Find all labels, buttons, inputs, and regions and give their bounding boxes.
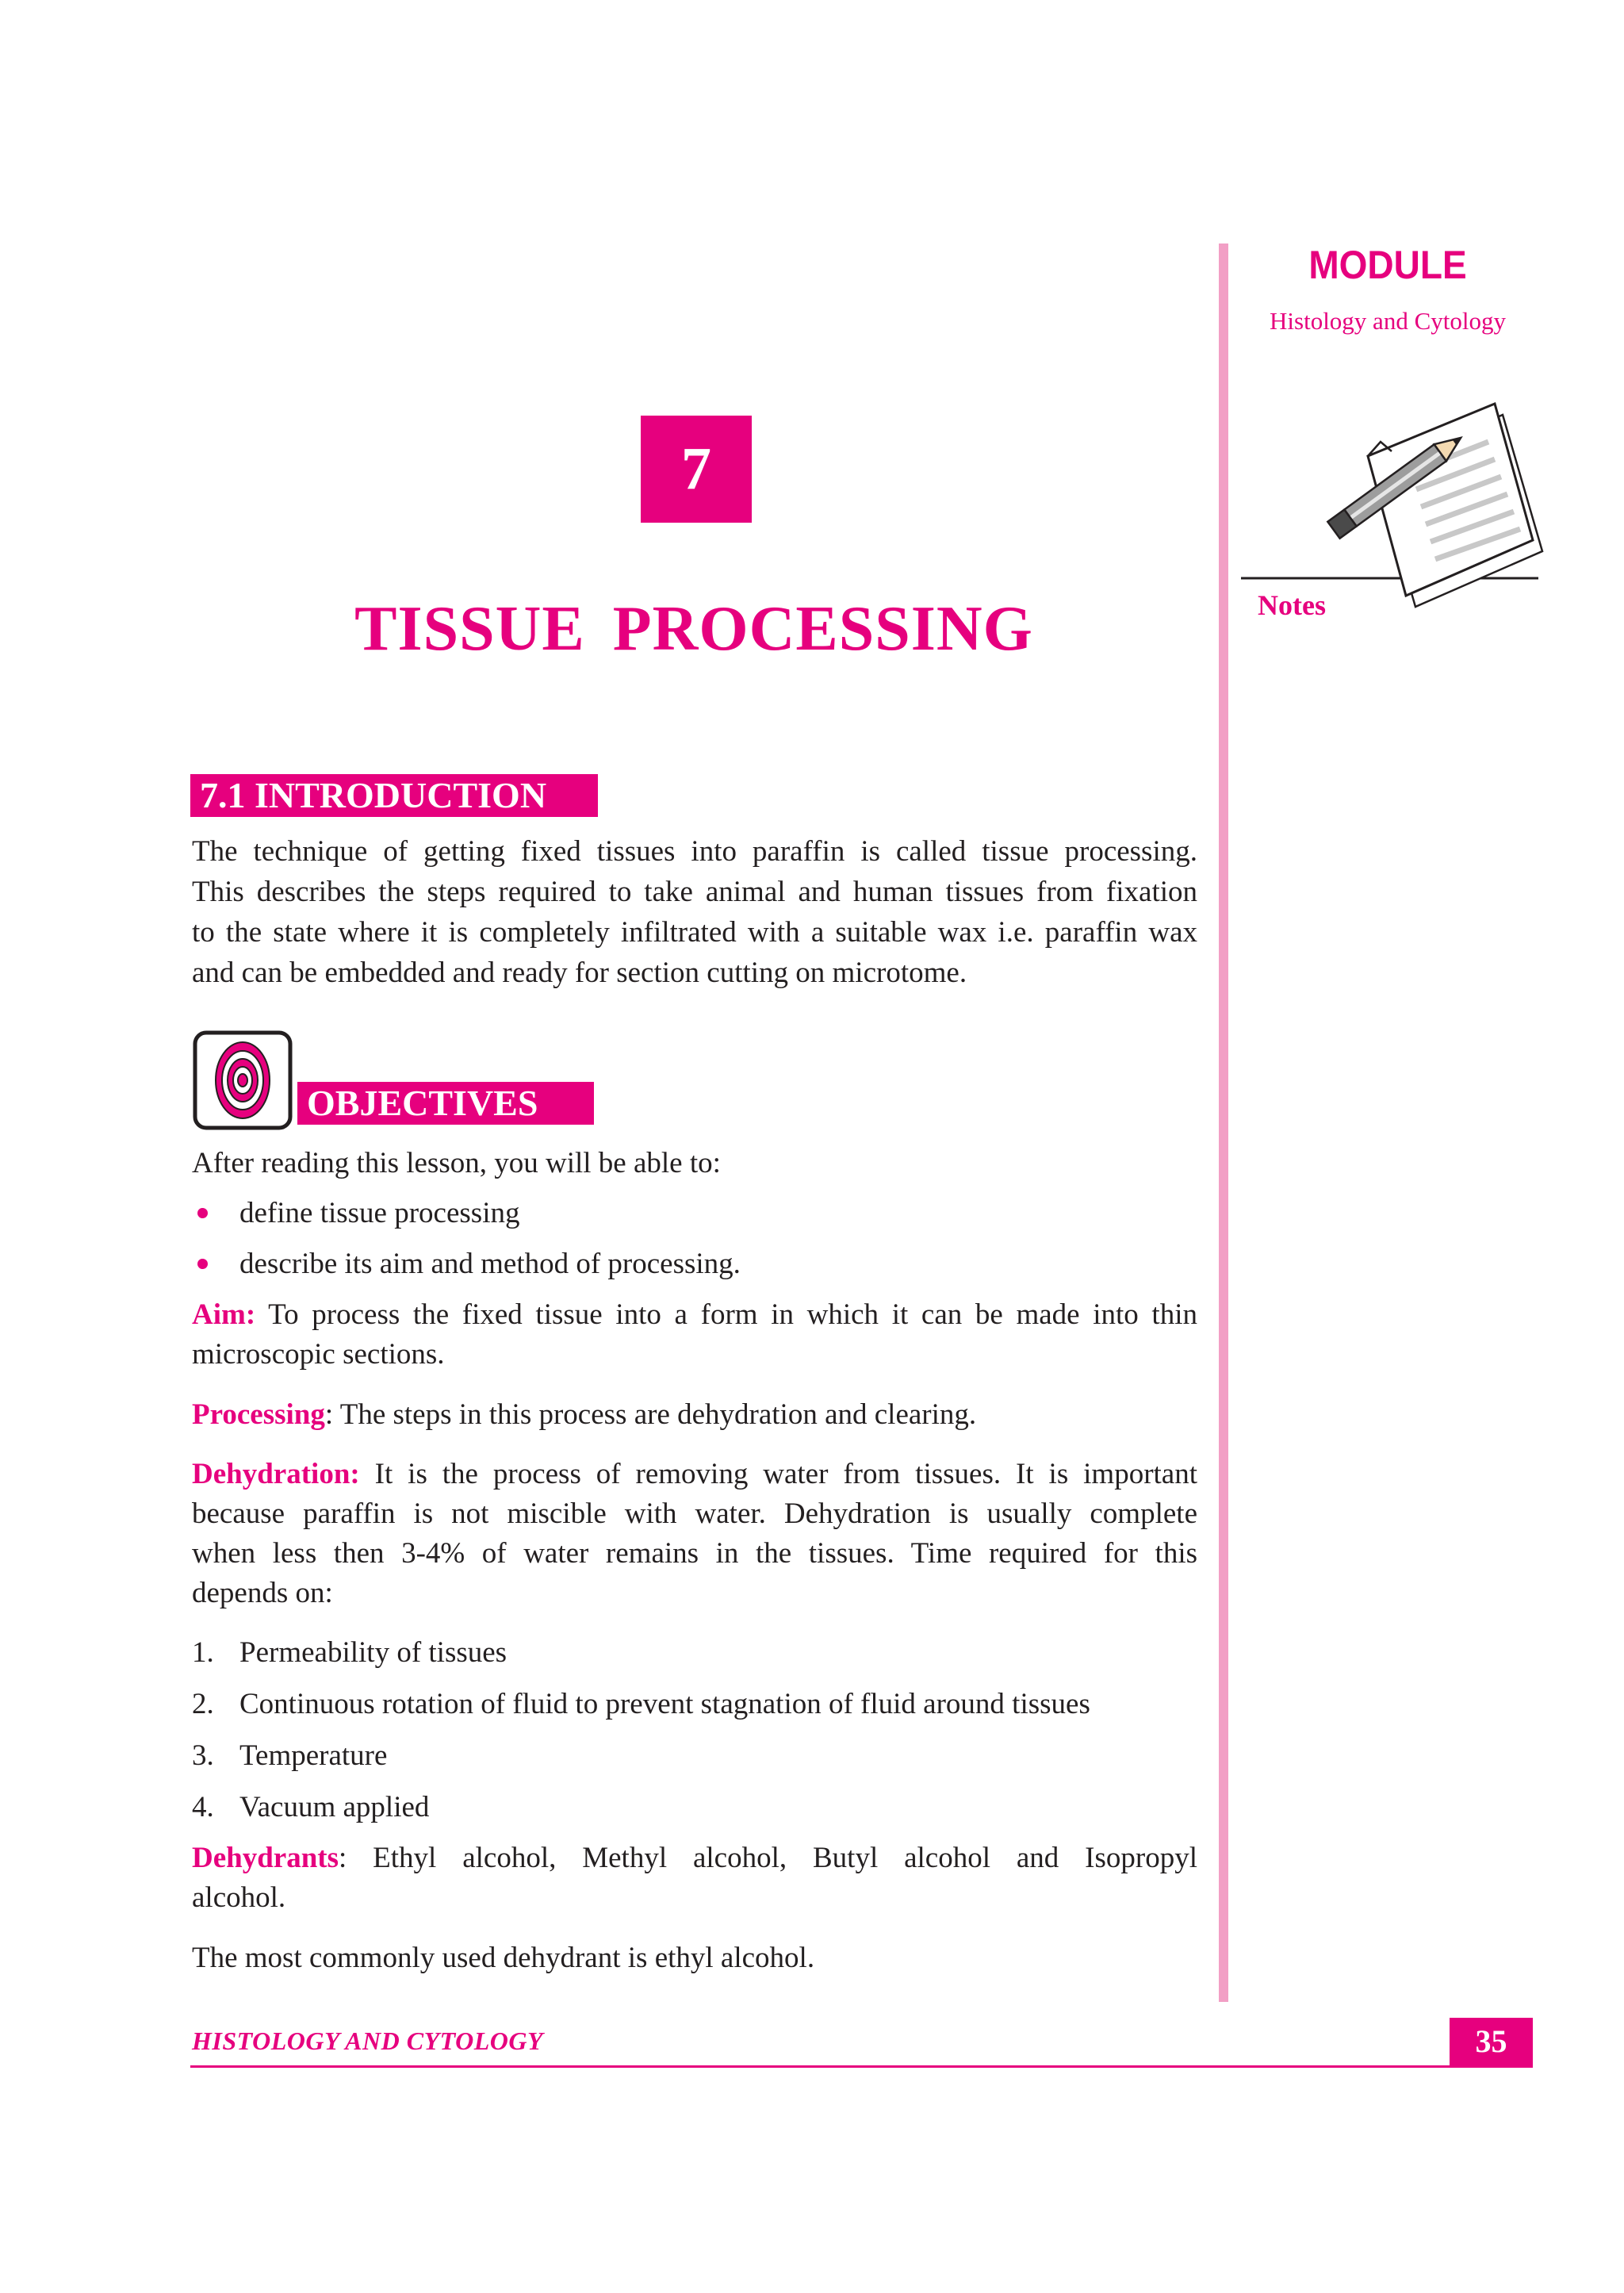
- dehydrants-line-1: [192, 1839, 1197, 1878]
- objective-item-1: define tissue processing: [239, 1197, 520, 1229]
- dehydration-line-4: depends on:: [192, 1577, 333, 1609]
- dehydrants-text: : Ethyl alcohol, Methyl alcohol, Butyl alcohol and Isopropyl: [339, 1842, 1197, 1874]
- page-number: 35: [1450, 2018, 1533, 2068]
- dehydrants-term: Dehydrants: [192, 1842, 339, 1874]
- module-subtitle: Histology and Cytology: [1270, 307, 1506, 335]
- objective-item-2: describe its aim and method of processing.: [239, 1248, 741, 1280]
- dehydrants-line-2: alcohol.: [192, 1881, 286, 1914]
- footer-rule: [190, 2065, 1533, 2068]
- closing-sentence: The most commonly used dehydrant is ethyl alcohol.: [192, 1942, 815, 1974]
- target-icon: [193, 1030, 293, 1130]
- dehydration-text: It is the process of removing water from tissues. It is important: [359, 1458, 1197, 1490]
- module-title: MODULE: [1308, 243, 1467, 287]
- processing-text: : The steps in this process are dehydration and clearing.: [324, 1398, 977, 1431]
- aim-line-2: microscopic sections.: [192, 1338, 445, 1371]
- intro-line-4: and can be embedded and ready for section cutting on microtome.: [192, 957, 967, 989]
- introduction-heading: 7.1 INTRODUCTION: [190, 774, 598, 817]
- intro-line-2: This describes the steps required to take animal and human tissues from fixation: [192, 876, 1197, 908]
- intro-line-1: The technique of getting fixed tissues into paraffin is called tissue processing.: [192, 835, 1197, 868]
- objectives-lead: After reading this lesson, you will be able to:: [192, 1147, 721, 1179]
- bullet-marker: [197, 1208, 208, 1218]
- processing-term: Processing: [192, 1398, 325, 1431]
- intro-line-3: to the state where it is completely infiltrated with a suitable wax i.e. paraffin wax: [192, 916, 1197, 949]
- bullet-marker: [197, 1259, 208, 1269]
- chapter-title: TISSUE PROCESSING: [354, 594, 1033, 664]
- factor-number: 3.: [192, 1739, 214, 1772]
- factor-number: 4.: [192, 1791, 214, 1823]
- aim-text: To process the fixed tissue into a form in which it can be made into thin: [255, 1298, 1197, 1331]
- dehydration-line-2: because paraffin is not miscible with water. Dehydration is usually complete: [192, 1497, 1197, 1530]
- notepad-pencil-icon: [1233, 401, 1550, 611]
- objectives-heading: OBJECTIVES: [297, 1082, 594, 1125]
- notes-label: Notes: [1258, 589, 1326, 621]
- chapter-number: 7: [641, 416, 752, 523]
- factor-item: Temperature: [239, 1739, 388, 1772]
- factor-item: Vacuum applied: [239, 1791, 430, 1823]
- aim-term: Aim:: [192, 1298, 256, 1331]
- margin-divider: [1219, 243, 1228, 2002]
- processing-line: [192, 1395, 976, 1435]
- aim-line-1: [192, 1295, 1197, 1335]
- dehydration-line-3: when less then 3-4% of water remains in the tissues. Time required for this: [192, 1537, 1197, 1570]
- dehydration-term: Dehydration:: [192, 1458, 360, 1490]
- factor-number: 2.: [192, 1688, 214, 1720]
- factor-number: 1.: [192, 1636, 214, 1669]
- dehydration-line-1: [192, 1455, 1197, 1494]
- factor-item: Permeability of tissues: [239, 1636, 508, 1669]
- factor-item: Continuous rotation of fluid to prevent stagnation of fluid around tissues: [239, 1688, 1090, 1720]
- footer-book-title: HISTOLOGY AND CYTOLOGY: [192, 2027, 543, 2055]
